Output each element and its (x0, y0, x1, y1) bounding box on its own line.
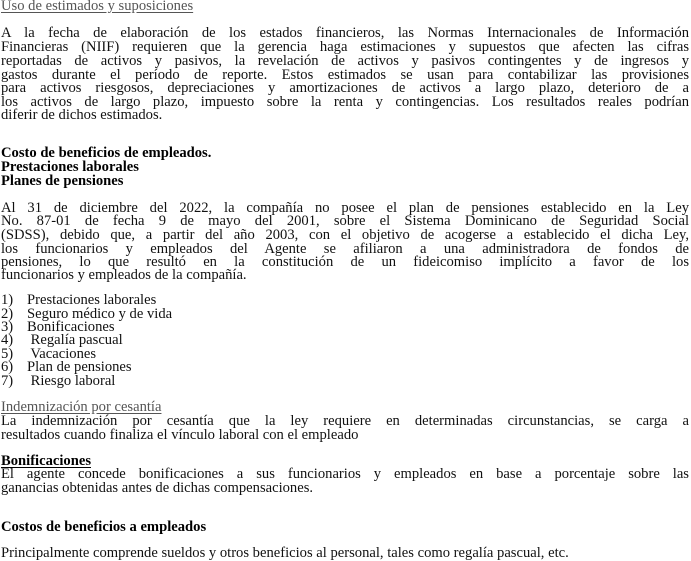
list-item-number: 2) (1, 306, 14, 322)
estimates-line-1: A la fecha de elaboración de los estados financieros, las Normas Internacionales de Información (1, 26, 689, 40)
pension-line-6: funcionarios y empleados de la compañía. (1, 267, 247, 283)
severance-line-2: resultados cuando finaliza el vínculo laboral con el empleado (1, 427, 359, 443)
severance-title: Indemnización por cesantía (1, 399, 162, 415)
list-item (1, 374, 115, 388)
estimates-line-4: gastos durante el período de reporte. Estos estimados se usan para contabilizar las provisiones (1, 68, 689, 82)
list-item-text: Plan de pensiones (27, 359, 132, 375)
pension-line-4: los funcionarios y empleados del Agente se afiliaron a una administradora de fondos de (1, 242, 689, 256)
pension-plans-heading: Planes de pensiones (1, 173, 124, 189)
list-item-number: 5) (1, 346, 14, 362)
estimates-title: Uso de estimados y suposiciones (1, 0, 194, 14)
benefit-costs-title: Costos de beneficios a empleados (1, 519, 207, 535)
bonuses-line-2: ganancias obtenidas antes de dichas compensaciones. (1, 480, 314, 496)
list-item-text: Seguro médico y de vida (27, 306, 173, 322)
list-item-text: Riesgo laboral (27, 373, 116, 389)
labor-benefits-heading: Prestaciones laborales (1, 159, 139, 175)
list-item-text: Regalía pascual (27, 332, 123, 348)
list-item-text: Bonificaciones (27, 319, 115, 335)
list-item-text: Prestaciones laborales (27, 292, 157, 308)
bonuses-title: Bonificaciones (1, 453, 91, 469)
list-item-number: 3) (1, 319, 14, 335)
estimates-line-7: diferir de dichos estimados. (1, 107, 163, 123)
bonuses-line-1: El agente concede bonificaciones a sus funcionarios y empleados en base a porcentaje sobre las (1, 467, 689, 481)
list-item-number: 1) (1, 292, 14, 308)
pension-line-1: Al 31 de diciembre del 2022, la compañía no posee el plan de pensiones establecido en la Ley (1, 201, 689, 215)
estimates-line-6: los activos de largo plazo, impuesto sobre la renta y contingencias. Los resultados reales podrían (1, 95, 689, 109)
employee-benefits-heading: Costo de beneficios de empleados. (1, 145, 212, 161)
list-item-text: Vacaciones (27, 346, 97, 362)
list-item (1, 293, 156, 307)
pension-line-2: No. 87-01 de fecha 9 de mayo del 2001, sobre el Sistema Dominicano de Seguridad Social (1, 214, 689, 228)
estimates-line-3: reportadas de activos y pasivos, la revelación de activos y pasivos contingentes y de ingresos y (1, 54, 689, 68)
pension-line-5: pensiones, lo que resultó en la constitución de un fideicomiso implícito a favor de los (1, 255, 689, 269)
pension-line-3: (SDSS), debido que, a partir del año 2003, con el objetivo de acogerse a establecido el dicha Ley, (1, 228, 689, 242)
estimates-line-2: Financieras (NIIF) requieren que la gerencia haga estimaciones y supuestos que afecten las cifras (1, 40, 689, 54)
list-item (1, 360, 132, 374)
list-item-number: 7) (1, 373, 14, 389)
benefit-costs-line: Principalmente comprende sueldos y otros beneficios al personal, tales como regalía pascual, etc. (1, 545, 569, 561)
severance-line-1: La indemnización por cesantía que la ley requiere en determinadas circunstancias, se carga a (1, 414, 689, 428)
estimates-line-5: para activos riesgosos, depreciaciones y amortizaciones de activos a largo plazo, deterioro de a (1, 81, 689, 95)
list-item (1, 333, 123, 347)
list-item-number: 6) (1, 359, 14, 375)
list-item-number: 4) (1, 332, 14, 348)
